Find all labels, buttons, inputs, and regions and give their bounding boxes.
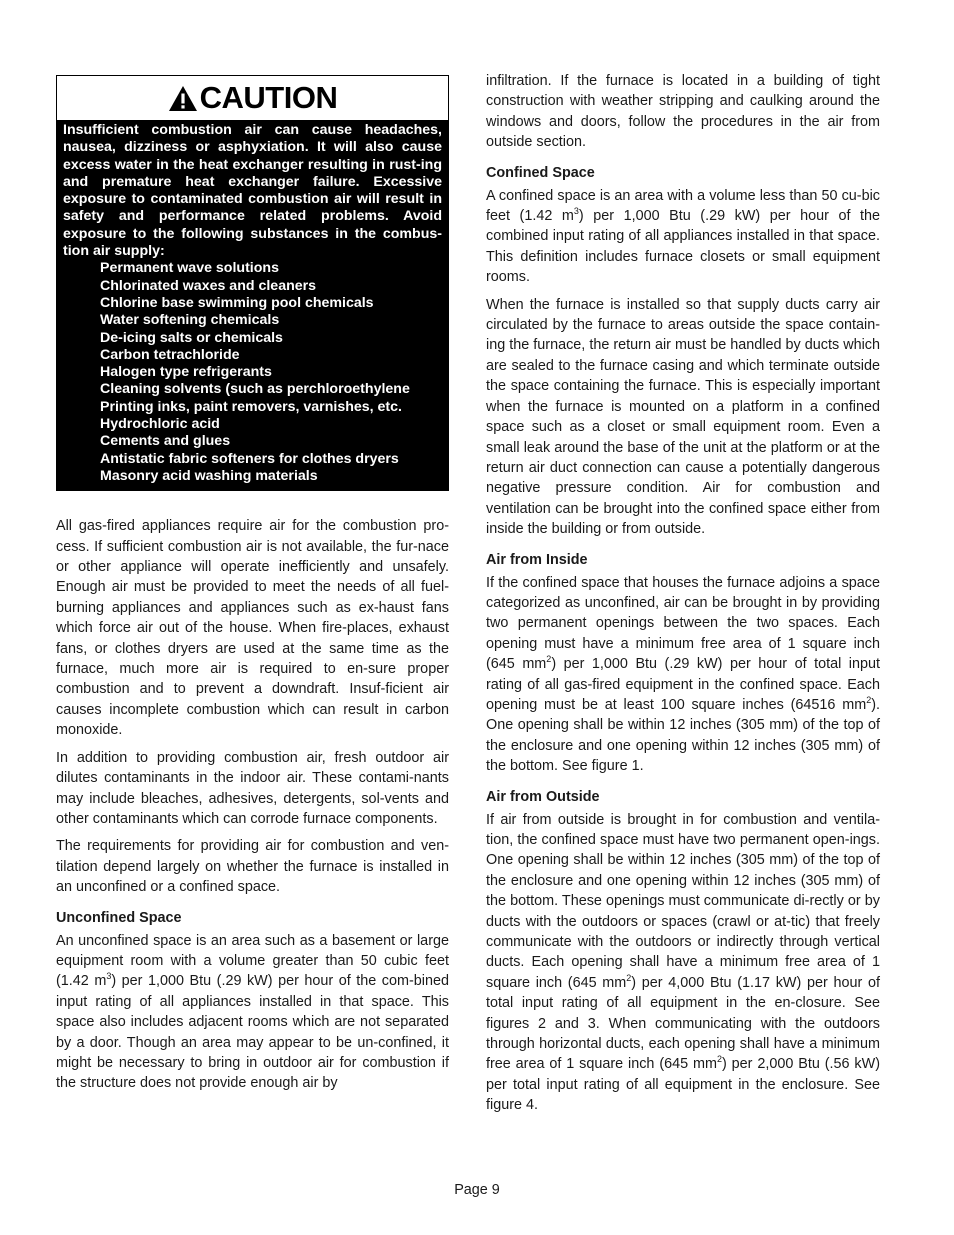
heading-air-from-outside: Air from Outside — [486, 788, 600, 805]
caution-box — [56, 75, 449, 491]
return-air-paragraph: When the furnace is installed so that supply ducts carry air circulated by the furnace to areas outside the space contain-ing the furnace, the return air must be handled by ducts which are sealed to the furnace casing and which terminate outside the space containing the furnace. This is especially important when the furnace is mounted on a platform in a confined space such as a closet or small equipment room. Even a small leak around the base of the unit at the platform or at the return air duct connection can cause a potentially dangerous negative pressure condition. Air for combustion and ventilation can be brought into the confined space either from inside the building or from outside. — [486, 296, 880, 538]
caution-title — [57, 76, 448, 120]
superscript: 2 — [866, 694, 872, 705]
requirements-paragraph: The requirements for providing air for combustion and ven-tilation depend largely on whether the furnace is installed in an unconfined or a confined space. — [56, 838, 449, 896]
text-span: ). One opening shall be within 12 inches (305 mm) of the top of the enclosure and one opening within 12 inches (305 mm) of the bottom. See figure 1. — [486, 696, 880, 775]
text-span: If air from outside is brought in for combustion and ventila-tion, the confined space must have two permanent open-ings. One opening shall be within 12 inches (305 mm) of the top of the enclosure and one opening within 12 inches (305 mm) of the bottom. These openings must communicate di-rectly or by ducts with the outdoors or spaces (crawl or at-tic) that freely communicate with the outdoors or indirectly through vertical ducts. Each opening shall have a minimum free area of 1 square inch (645 mm — [486, 811, 880, 991]
caution-list-item: Carbon tetrachloride — [100, 346, 240, 363]
air-from-outside-paragraph — [486, 810, 880, 1116]
caution-title-text: CAUTION — [199, 80, 338, 115]
text-span: A confined space is an area with a volume less than 50 cu-bic feet (1.42 m — [486, 187, 880, 225]
text-span: ) per 1,000 Btu (.29 kW) per hour of the combined input rating of all appliances installed in that space. This definition includes furnace closets or small equipment rooms. — [486, 208, 880, 286]
left-column — [56, 71, 449, 1101]
text-span: If the confined space that houses the furnace adjoins a space categorized as unconfined, air can be brought in by providing two permanent openings between the two spaces. Each opening must have a minimum free area of 1 square inch (645 mm — [486, 574, 880, 673]
combustion-air-paragraph: All gas-fired appliances require air for the combustion pro-cess. If sufficient combustion air is not available, the fur-nace or other appliance will operate inefficiently and unsafely. Enough air must be provided to meet the needs of all fuel-burning appliances and appliances such as ex-haust fans which force air out of the house. When fire-places, exhaust fans, or clothes dryers are used at the same time as the furnace, much more air is required to en-sure proper combustion and to prevent a downdraft. Insuf-ficient air causes incomplete combustion which can result in carbon monoxide. — [56, 518, 449, 739]
superscript: 3 — [106, 971, 112, 982]
caution-list-item: Cleaning solvents (such as perchloroethylene — [100, 381, 410, 398]
right-column — [486, 71, 880, 1123]
unconfined-space-paragraph — [56, 931, 449, 1094]
heading-air-from-inside: Air from Inside — [486, 551, 588, 568]
caution-substance-list — [63, 260, 442, 485]
warning-triangle-icon — [168, 85, 198, 112]
text-span: ) per 2,000 Btu (.56 kW) per total input rating of all equipment in the enclosure. See figure 4. — [486, 1056, 880, 1114]
caution-list-item: Printing inks, paint removers, varnishes, etc. — [100, 398, 402, 415]
caution-intro: Insufficient combustion air can cause headaches, nausea, dizziness or asphyxiation. It will also cause excess water in the heat exchanger resulting in rust-ing and premature heat exchanger failure. Excessive exposure to contaminated combustion air will result in safety and performance related problems. Avoid exposure to the following substances in the combus-tion air supply: — [63, 122, 442, 260]
caution-list-item: Masonry acid washing materials — [100, 467, 318, 484]
text-span: An unconfined space is an area such as a basement or large equipment room with a volume greater than 50 cubic feet (1.42 m — [56, 932, 449, 990]
page-number: Page 9 — [454, 1182, 500, 1198]
infiltration-paragraph: infiltration. If the furnace is located in a building of tight construction with weather stripping and caulking around the windows and doors, follow the procedures in the air from outside section. — [486, 73, 880, 151]
caution-list-item: Water softening chemicals — [100, 312, 280, 329]
caution-list-item: Hydrochloric acid — [100, 416, 220, 433]
caution-list-item: Halogen type refrigerants — [100, 364, 272, 381]
text-span: ) per 4,000 Btu (1.17 kW) per hour of total input rating of all equipment in the en-closure. See figures 2 and 3. When communicating with the outdoors through horizontal ducts, each opening shall have a minimum free area of 1 square inch (645 mm — [486, 974, 880, 1073]
caution-list-item: Chlorine base swimming pool chemicals — [100, 294, 374, 311]
caution-list-item: Antistatic fabric softeners for clothes dryers — [100, 450, 399, 467]
superscript: 2 — [716, 1054, 722, 1065]
air-from-inside-paragraph — [486, 573, 880, 777]
caution-list-item: Chlorinated waxes and cleaners — [100, 277, 317, 294]
caution-body — [57, 120, 448, 490]
superscript: 2 — [626, 972, 632, 983]
confined-space-paragraph — [486, 186, 880, 288]
heading-unconfined-space: Unconfined Space — [56, 909, 182, 926]
caution-list-item: Cements and glues — [100, 433, 231, 450]
superscript: 2 — [546, 654, 552, 665]
text-span: ) per 1,000 Btu (.29 kW) per hour of the com-bined input rating of all appliances installed in that space. This space also includes adjacent rooms which are not separated by a door. Though an area may appear to be un-confined, it might be necessary to bring in outdoor air for combustion if the structure does not provide enough air by — [56, 973, 449, 1092]
caution-list-item: Permanent wave solutions — [100, 260, 279, 277]
heading-confined-space: Confined Space — [486, 164, 595, 181]
superscript: 3 — [573, 206, 579, 217]
outdoor-air-paragraph: In addition to providing combustion air, fresh outdoor air dilutes contaminants in the indoor air. These contami-nants may include bleaches, adhesives, detergents, sol-vents and other contaminants which can corrode furnace components. — [56, 749, 449, 827]
caution-list-item: De-icing salts or chemicals — [100, 329, 283, 346]
text-span: ) per 1,000 Btu (.29 kW) per hour of total input rating of all gas-fired equipment in the confined space. Each opening must be at least 100 square inches (64516 mm — [486, 656, 881, 713]
